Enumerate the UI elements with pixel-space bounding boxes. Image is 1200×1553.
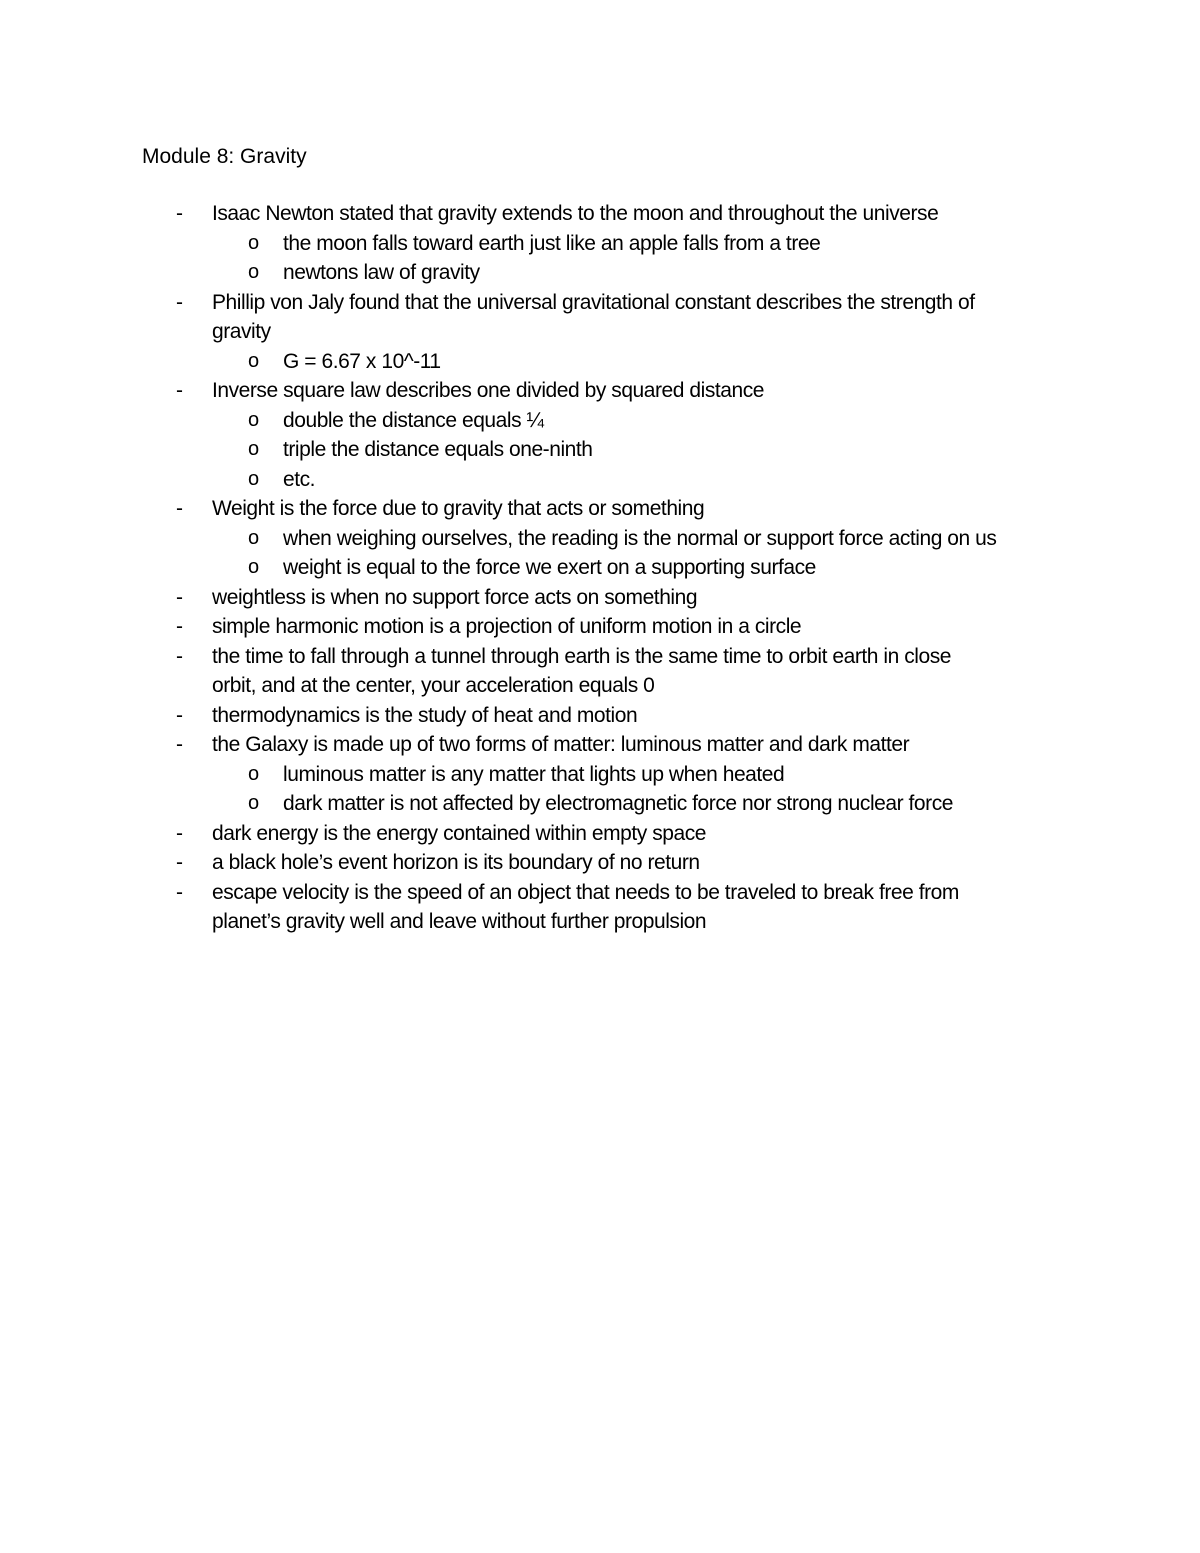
circle-bullet-icon: o bbox=[248, 349, 260, 372]
bullet-text: double the distance equals ¼ bbox=[283, 408, 544, 432]
bullet-text: weight is equal to the force we exert on a supporting surface bbox=[283, 556, 816, 579]
circle-bullet-icon: o bbox=[248, 792, 260, 814]
bullet-item bbox=[0, 199, 1200, 229]
bullet-item bbox=[0, 376, 1200, 406]
sub-bullet-item bbox=[0, 435, 1200, 465]
bullet-item bbox=[0, 642, 1200, 672]
dash-bullet-icon: - bbox=[176, 880, 183, 904]
sub-bullet-item bbox=[0, 524, 1200, 554]
circle-bullet-icon: o bbox=[248, 467, 260, 490]
bullet-item bbox=[0, 671, 1200, 701]
bullet-text: orbit, and at the center, your acceleration equals 0 bbox=[212, 674, 655, 697]
page-title: Module 8: Gravity bbox=[142, 145, 307, 168]
bullet-text: newtons law of gravity bbox=[283, 261, 480, 284]
circle-bullet-icon: o bbox=[248, 231, 260, 254]
bullet-text: the moon falls toward earth just like an apple falls from a tree bbox=[283, 231, 821, 255]
bullet-item bbox=[0, 730, 1200, 760]
bullet-item bbox=[0, 819, 1200, 849]
bullet-item bbox=[0, 848, 1200, 878]
circle-bullet-icon: o bbox=[248, 438, 260, 460]
sub-bullet-item bbox=[0, 760, 1200, 790]
sub-bullet-item bbox=[0, 229, 1200, 259]
bullet-item bbox=[0, 612, 1200, 642]
dash-bullet-icon: - bbox=[176, 615, 183, 638]
sub-bullet-item bbox=[0, 347, 1200, 377]
dash-bullet-icon: - bbox=[176, 733, 183, 756]
bullet-text: simple harmonic motion is a projection of uniform motion in a circle bbox=[212, 615, 802, 638]
dash-bullet-icon: - bbox=[176, 851, 183, 874]
circle-bullet-icon: o bbox=[248, 762, 260, 785]
sub-bullet-item bbox=[0, 789, 1200, 819]
sub-bullet-item bbox=[0, 406, 1200, 436]
bullet-text: thermodynamics is the study of heat and motion bbox=[212, 703, 638, 727]
bullet-item bbox=[0, 317, 1200, 347]
bullet-item bbox=[0, 907, 1200, 937]
notes-list bbox=[0, 199, 1200, 937]
dash-bullet-icon: - bbox=[176, 497, 183, 520]
bullet-text: weightless is when no support force acts on something bbox=[212, 585, 698, 609]
circle-bullet-icon: o bbox=[248, 261, 260, 283]
bullet-text: triple the distance equals one-ninth bbox=[283, 438, 593, 461]
bullet-text: Inverse square law describes one divided by squared distance bbox=[212, 379, 765, 402]
bullet-text: dark matter is not affected by electromagnetic force nor strong nuclear force bbox=[283, 792, 953, 815]
bullet-item bbox=[0, 288, 1200, 318]
dash-bullet-icon: - bbox=[176, 202, 183, 225]
bullet-item bbox=[0, 494, 1200, 524]
bullet-item bbox=[0, 583, 1200, 613]
sub-bullet-item bbox=[0, 553, 1200, 583]
bullet-text: dark energy is the energy contained within empty space bbox=[212, 821, 706, 845]
bullet-text: Phillip von Jaly found that the universal gravitational constant describes the strength of bbox=[212, 290, 975, 314]
bullet-text: a black hole’s event horizon is its boundary of no return bbox=[212, 851, 700, 874]
bullet-text: etc. bbox=[283, 467, 316, 491]
bullet-item bbox=[0, 878, 1200, 908]
bullet-text: G = 6.67 x 10^-11 bbox=[283, 349, 441, 373]
dash-bullet-icon: - bbox=[176, 821, 183, 845]
circle-bullet-icon: o bbox=[248, 526, 260, 549]
dash-bullet-icon: - bbox=[176, 585, 183, 609]
bullet-text: Weight is the force due to gravity that acts or something bbox=[212, 497, 705, 520]
circle-bullet-icon: o bbox=[248, 556, 260, 578]
bullet-item bbox=[0, 701, 1200, 731]
sub-bullet-item bbox=[0, 465, 1200, 495]
dash-bullet-icon: - bbox=[176, 703, 183, 727]
bullet-text: gravity bbox=[212, 320, 271, 343]
bullet-text: escape velocity is the speed of an object that needs to be traveled to break free from bbox=[212, 880, 959, 904]
dash-bullet-icon: - bbox=[176, 290, 183, 314]
bullet-text: the Galaxy is made up of two forms of matter: luminous matter and dark matter bbox=[212, 733, 910, 756]
circle-bullet-icon: o bbox=[248, 408, 260, 431]
bullet-text: planet’s gravity well and leave without further propulsion bbox=[212, 910, 707, 933]
dash-bullet-icon: - bbox=[176, 379, 183, 402]
bullet-text: when weighing ourselves, the reading is the normal or support force acting on us bbox=[283, 526, 997, 550]
bullet-text: Isaac Newton stated that gravity extends to the moon and throughout the universe bbox=[212, 202, 939, 225]
bullet-text: luminous matter is any matter that lights up when heated bbox=[283, 762, 785, 786]
sub-bullet-item bbox=[0, 258, 1200, 288]
bullet-text: the time to fall through a tunnel through earth is the same time to orbit earth in close bbox=[212, 644, 951, 668]
dash-bullet-icon: - bbox=[176, 644, 183, 668]
